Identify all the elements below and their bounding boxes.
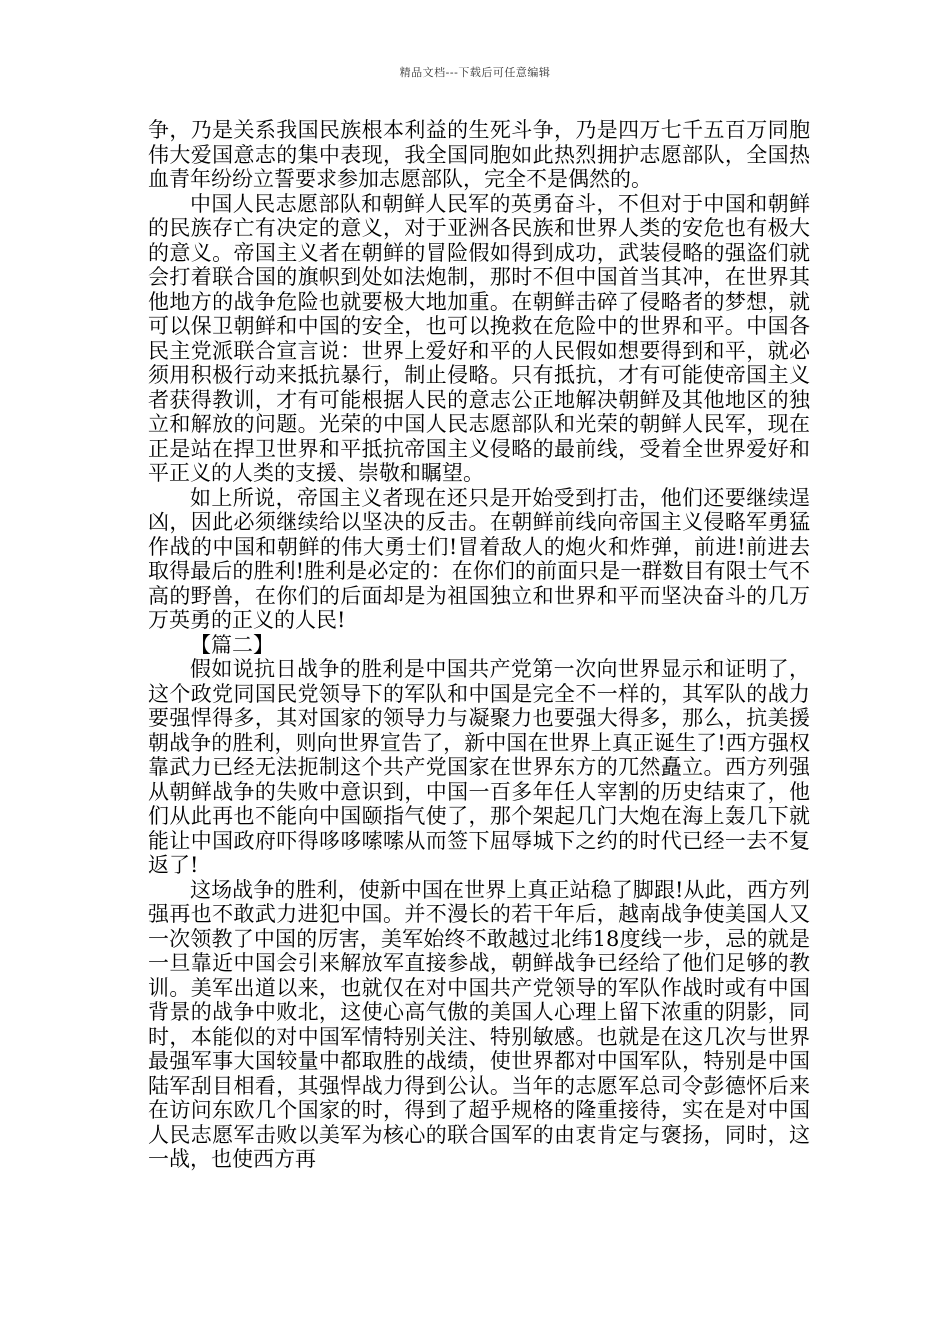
paragraph: 争，乃是关系我国民族根本利益的生死斗争，乃是四万七千五百万同胞伟大爱国意志的集中表现，我全国同胞如此热烈拥护志愿部队，全国热血青年纷纷立誓要求参加志愿部队，完全不是偶然的。	[148, 118, 810, 191]
paragraph: 如上所说，帝国主义者现在还只是开始受到打击，他们还要继续逞凶，因此必须继续给以坚决的反击。在朝鲜前线向帝国主义侵略军勇猛作战的中国和朝鲜的伟大勇士们!冒着敌人的炮火和炸弹，前进!前进去取得最后的胜利!胜利是必定的：在你们的前面只是一群数目有限士气不高的野兽，在你们的后面却是为祖国独立和世界和平而坚决奋斗的几万万英勇的正义的人民!	[148, 485, 810, 632]
document-body	[148, 118, 810, 1172]
page-header: 精品文档---下载后可任意编辑	[399, 66, 551, 79]
section-heading: 【篇二】	[190, 632, 274, 657]
paragraph: 假如说抗日战争的胜利是中国共产党第一次向世界显示和证明了，这个政党同国民党领导下的军队和中国是完全不一样的，其军队的战力要强悍得多，其对国家的领导力与凝聚力也要强大得多，那么，抗美援朝战争的胜利，则向世界宣告了，新中国在世界上真正诞生了!西方强权靠武力已经无法扼制这个共产党国家在世界东方的兀然矗立。西方列强从朝鲜战争的失败中意识到，中国一百多年任人宰割的历史结束了，他们从此再也不能向中国颐指气使了，那个架起几门大炮在海上轰几下就能让中国政府吓得哆哆嗦嗦从而签下屈辱城下之约的时代已经一去不复返了!	[148, 657, 810, 877]
paragraph: 中国人民志愿部队和朝鲜人民军的英勇奋斗，不但对于中国和朝鲜的民族存亡有决定的意义，对于亚洲各民族和世界人类的安危也有极大的意义。帝国主义者在朝鲜的冒险假如得到成功，武装侵略的强盗们就会打着联合国的旗帜到处如法炮制，那时不但中国首当其冲，在世界其他地方的战争危险也就要极大地加重。在朝鲜击碎了侵略者的梦想，就可以保卫朝鲜和中国的安全，也可以挽救在危险中的世界和平。中国各民主党派联合宣言说：世界上爱好和平的人民假如想要得到和平，就必须用积极行动来抵抗暴行，制止侵略。只有抵抗，才有可能使帝国主义者获得教训，才有可能根据人民的意志公正地解决朝鲜及其他地区的独立和解放的问题。光荣的中国人民志愿部队和光荣的朝鲜人民军，现在正是站在捍卫世界和平抵抗帝国主义侵略的最前线，受着全世界爱好和平正义的人类的支援、崇敬和瞩望。	[148, 191, 810, 485]
paragraph: 这场战争的胜利，使新中国在世界上真正站稳了脚跟!从此，西方列强再也不敢武力进犯中国。并不漫长的若干年后，越南战争使美国人又一次领教了中国的厉害，美军始终不敢越过北纬18度线一步，忌的就是一旦靠近中国会引来解放军直接参战，朝鲜战争已经给了他们足够的教训。美军出道以来，也就仅在对中国共产党领导的军队作战时或有中国背景的战争中败北，这使心高气傲的美国人心理上留下浓重的阴影，同时，本能似的对中国军情特别关注、特别敏感。也就是在这几次与世界最强军事大国较量中都取胜的战绩，使世界都对中国军队，特别是中国陆军刮目相看，其强悍战力得到公认。当年的志愿军总司令彭德怀后来在访问东欧几个国家的时，得到了超乎规格的隆重接待，实在是对中国人民志愿军击败以美军为核心的联合国军的由衷肯定与褒扬，同时，这一战，也使西方再	[148, 877, 810, 1171]
